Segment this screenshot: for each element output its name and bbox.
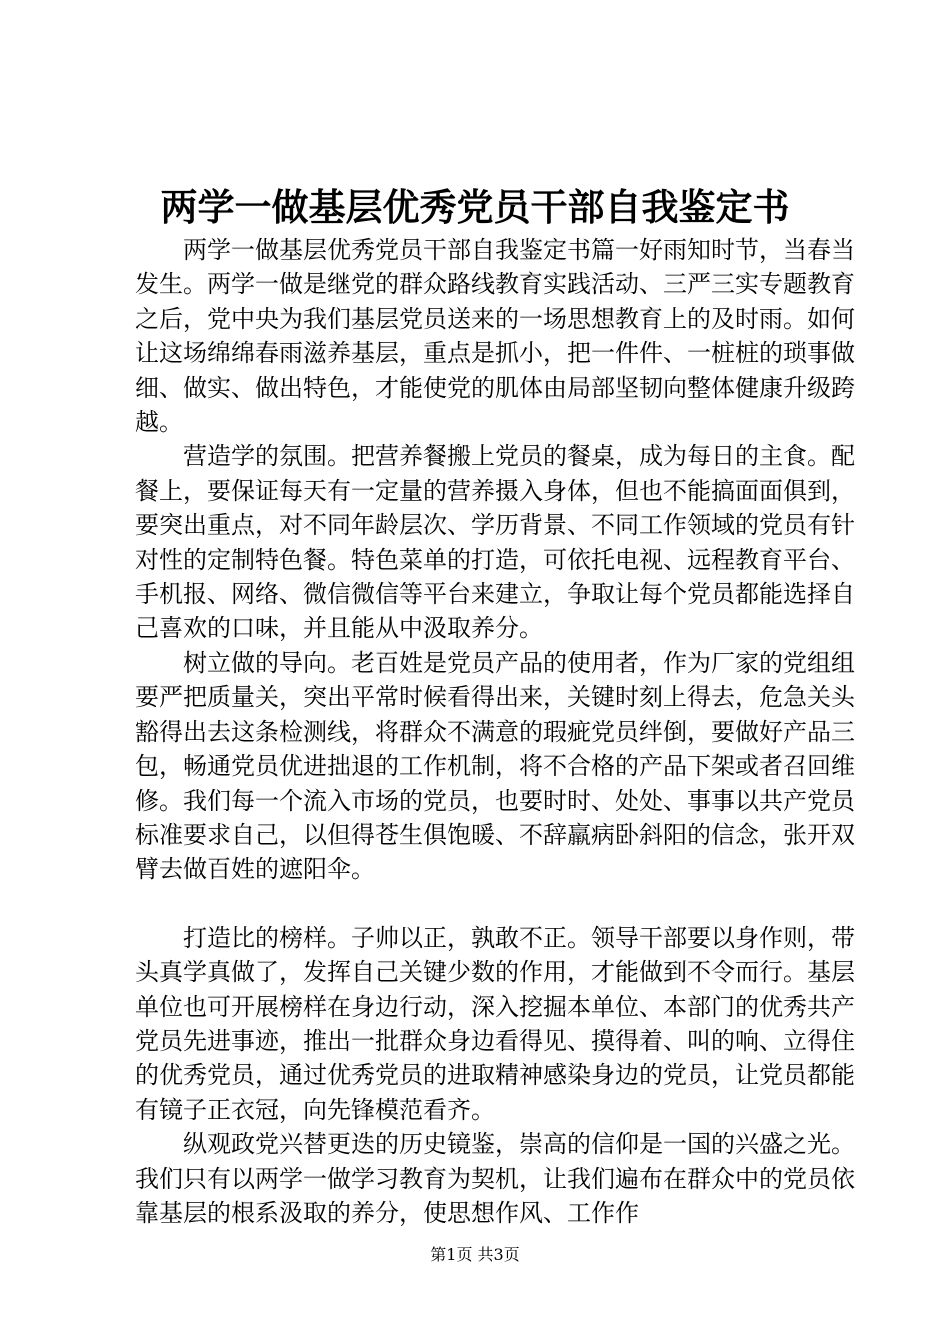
paragraph-1: 两学一做基层优秀党员干部自我鉴定书篇一好雨知时节，当春当发生。两学一做是继党的群众路线教育实践活动、三严三实专题教育之后，党中央为我们基层党员送来的一场思想教育上的及时雨。如何让这场绵绵春雨滋养基层，重点是抓小，把一件件、一桩桩的琐事做细、做实、做出特色，才能使党的肌体由局部坚韧向整体健康升级跨越。 [135, 236, 855, 437]
paragraph-3: 树立做的导向。老百姓是党员产品的使用者，作为厂家的党组组要严把质量关，突出平常时候看得出来，关键时刻上得去，危急关头豁得出去这条检测线，将群众不满意的瑕疵党员绊倒，要做好产品三包，畅通党员优进拙退的工作机制，将不合格的产品下架或者召回维修。我们每一个流入市场的党员，也要时时、处处、事事以共产党员标准要求自己，以但得苍生俱饱暖、不辞羸病卧斜阳的信念，张开双臂去做百姓的遮阳伞。 [135, 648, 855, 884]
document-title: 两学一做基层优秀党员干部自我鉴定书 [160, 185, 790, 229]
paragraph-gap [135, 887, 855, 921]
paragraph-2: 营造学的氛围。把营养餐搬上党员的餐桌，成为每日的主食。配餐上，要保证每天有一定量的营养摄入身体，但也不能搞面面俱到，要突出重点，对不同年龄层次、学历背景、不同工作领域的党员有针对性的定制特色餐。特色菜单的打造，可依托电视、远程教育平台、手机报、网络、微信微信等平台来建立，争取让每个党员都能选择自己喜欢的口味，并且能从中汲取养分。 [135, 442, 855, 643]
paragraph-5: 纵观政党兴替更迭的历史镜鉴，崇高的信仰是一国的兴盛之光。我们只有以两学一做学习教育为契机，让我们遍布在群众中的党员依靠基层的根系汲取的养分，使思想作风、工作作 [135, 1130, 855, 1227]
paragraph-4: 打造比的榜样。子帅以正，孰敢不正。领导干部要以身作则，带头真学真做了，发挥自己关键少数的作用，才能做到不令而行。基层单位也可开展榜样在身边行动，深入挖掘本单位、本部门的优秀共产党员先进事迹，推出一批群众身边看得见、摸得着、叫的响、立得住的优秀党员，通过优秀党员的进取精神感染身边的党员，让党员都能有镜子正衣冠，向先锋模范看齐。 [135, 923, 855, 1124]
document-body [135, 233, 855, 1230]
page-footer: 第1页 共3页 [430, 1245, 520, 1264]
